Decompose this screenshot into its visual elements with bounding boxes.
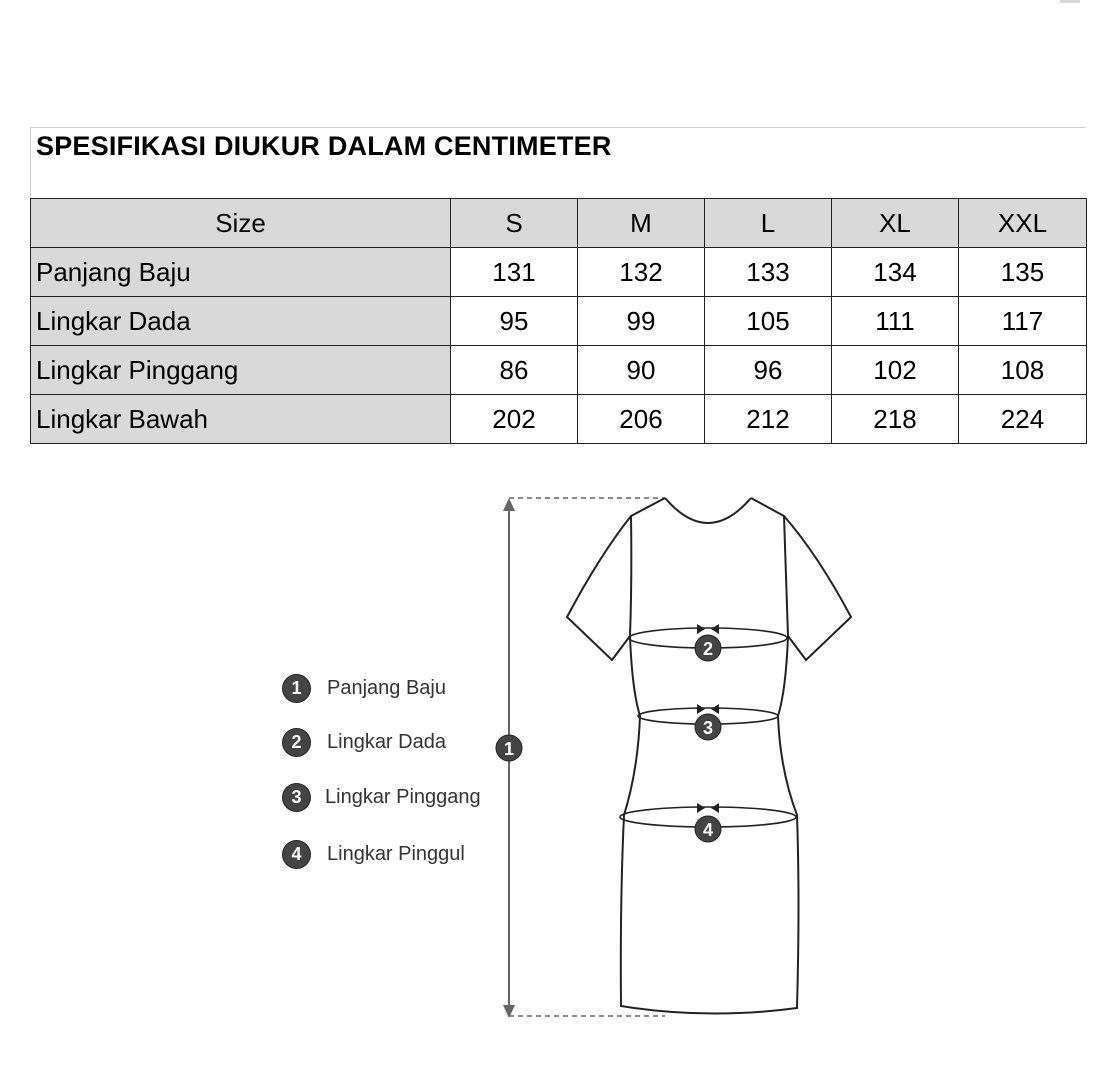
row-label: Lingkar Pinggang [31,346,451,395]
header-cell: L [705,199,832,248]
svg-text:3: 3 [702,718,714,738]
row-label: Lingkar Dada [31,297,451,346]
table-cell: 212 [705,395,832,444]
svg-text:4: 4 [702,820,714,840]
arrow-right-icon [697,624,705,634]
table-cell: 135 [959,248,1087,297]
header-cell: XL [832,199,959,248]
table-cell: 86 [451,346,578,395]
legend-label: Lingkar Pinggang [325,786,481,808]
arrow-up-icon [503,498,515,511]
table-cell: 224 [959,395,1087,444]
table-cell: 131 [451,248,578,297]
row-label: Lingkar Bawah [31,395,451,444]
dress-body [621,516,799,1014]
table-cell: 95 [451,297,578,346]
table-cell: 90 [578,346,705,395]
table-cell: 134 [832,248,959,297]
marker-4 [695,816,721,842]
table-cell: 102 [832,346,959,395]
svg-text:1: 1 [503,739,515,759]
table-cell: 117 [959,297,1087,346]
header-cell: S [451,199,578,248]
legend-label: Lingkar Dada [327,731,446,753]
marker-3 [695,714,721,740]
table-cell: 108 [959,346,1087,395]
arrow-right-icon [697,803,705,813]
svg-text:2: 2 [702,639,714,659]
table-cell: 132 [578,248,705,297]
table-cell: 133 [705,248,832,297]
table-cell: 105 [705,297,832,346]
table-cell: 206 [578,395,705,444]
table-cell: 202 [451,395,578,444]
legend-number: 3 [283,784,310,811]
header-cell: M [578,199,705,248]
length-measure [503,498,665,1018]
neckline [665,498,751,523]
legend-label: Panjang Baju [327,677,446,699]
arrow-right-icon [697,704,705,714]
legend-number: 2 [283,729,310,756]
arrow-left-icon [711,624,719,634]
page-title: SPESIFIKASI DIUKUR DALAM CENTIMETER [36,131,612,161]
header-cell-size: Size [31,199,451,248]
dress-outline [567,498,851,1014]
table-cell: 99 [578,297,705,346]
arrow-left-icon [711,704,719,714]
table-cell: 111 [832,297,959,346]
right-sleeve [751,498,851,660]
left-sleeve [567,498,665,660]
marker-1 [496,735,522,761]
table-cell: 218 [832,395,959,444]
table-cell: 96 [705,346,832,395]
legend-number: 4 [283,841,310,868]
header-cell: XXL [959,199,1087,248]
arrow-left-icon [711,803,719,813]
legend-number: 1 [283,675,310,702]
number-markers [496,635,721,842]
row-label: Panjang Baju [31,248,451,297]
marker-2 [695,635,721,661]
legend-label: Lingkar Pinggul [327,843,465,865]
